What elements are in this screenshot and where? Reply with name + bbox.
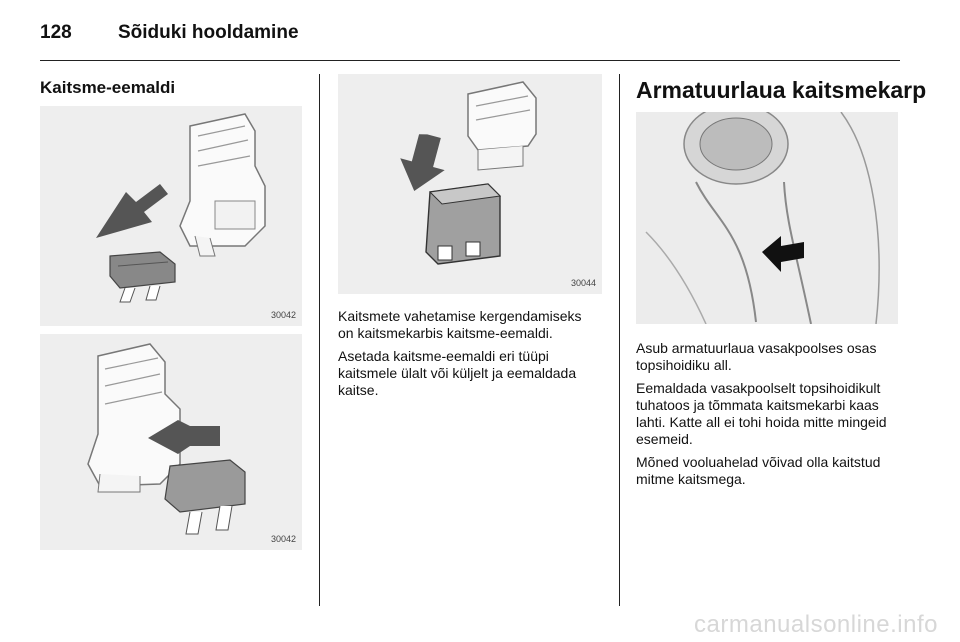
section-heading-dashboard-fuse-box: Armatuurlaua kaitsmekarp bbox=[636, 77, 927, 103]
figure-code: 30042 bbox=[270, 310, 296, 320]
header-rule bbox=[40, 60, 900, 61]
dashboard-fuse-box-illustration bbox=[636, 112, 898, 324]
figure-code: 30044 bbox=[570, 278, 596, 288]
middle-column-body bbox=[338, 308, 598, 405]
page-header bbox=[40, 18, 299, 48]
page-number: 128 bbox=[40, 22, 72, 43]
watermark: carmanualsonline.info bbox=[694, 611, 938, 638]
figure-dashboard-fuse-box bbox=[636, 112, 898, 324]
figure-code: 30042 bbox=[270, 534, 296, 544]
column-divider-left bbox=[319, 74, 320, 606]
paragraph: Mõned vooluahelad võivad olla kaitstud mitme kaitsmega. bbox=[636, 454, 881, 487]
section-heading-fuse-extractor: Kaitsme-eemaldi bbox=[40, 78, 176, 97]
paragraph: Eemaldada vasakpoolselt topsihoidikult tuhatoos ja tõmmata kaitsmekarbi kaas lahti. Katte all ei tohi hoida mitte mingeid esemeid. bbox=[636, 380, 887, 447]
figure-fuse-extractor-top bbox=[40, 106, 302, 326]
paragraph: Kaitsmete vahetamise kergendamiseks on kaitsmekarbis kaitsme-eemaldi. bbox=[338, 308, 582, 341]
chapter-title: Sõiduki hooldamine bbox=[118, 22, 299, 43]
fuse-extractor-top-illustration bbox=[40, 106, 302, 326]
fuse-puller-vertical-illustration bbox=[338, 74, 602, 294]
figure-fuse-extractor-side bbox=[40, 334, 302, 550]
down-left-arrow-icon bbox=[96, 184, 168, 238]
paragraph: Asetada kaitsme-eemaldi eri tüüpi kaitsmele ülalt või küljelt ja eemaldada kaitse. bbox=[338, 348, 577, 398]
paragraph: Asub armatuurlaua vasakpoolses osas topsihoidiku all. bbox=[636, 340, 877, 373]
down-arrow-icon bbox=[393, 129, 452, 197]
figure-fuse-puller-vertical bbox=[338, 74, 602, 294]
fuse-extractor-side-illustration bbox=[40, 334, 302, 550]
right-column-body bbox=[636, 340, 898, 494]
column-divider-right bbox=[619, 74, 620, 606]
